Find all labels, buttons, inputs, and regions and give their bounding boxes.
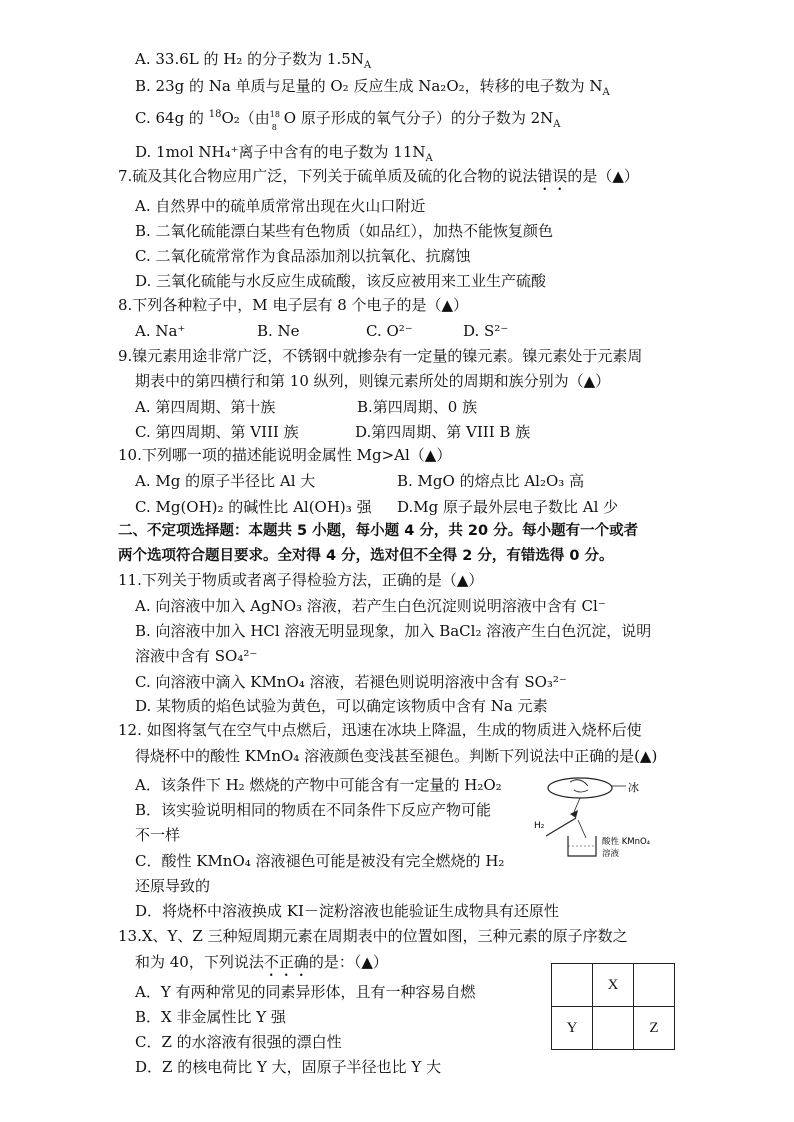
- table-cell: X: [593, 964, 634, 1007]
- q13-stem-2: 和为 40，下列说法不正确的是：（▲）: [135, 953, 388, 971]
- q9-stem-2: 期表中的第四横行和第 10 纵列，则镍元素所处的周期和族分别为（▲）: [135, 372, 611, 390]
- table-cell: Z: [634, 1007, 675, 1050]
- ice-label: 冰: [628, 781, 639, 794]
- section-heading-1: 二、不定项选择题：本题共 5 小题，每小题 4 分，共 20 分。每小题有一个或者: [118, 523, 639, 539]
- q8-option-a: A. Na⁺: [135, 322, 186, 340]
- table-cell: [552, 964, 593, 1007]
- q12-option-d: D．将烧杯中溶液换成 KI－淀粉溶液也能验证生成物具有还原性: [135, 902, 559, 920]
- q8-option-d: D. S²⁻: [463, 322, 509, 340]
- q11-option-b-1: B. 向溶液中加入 HCl 溶液无明显现象，加入 BaCl₂ 溶液产生白色沉淀，说明: [135, 622, 652, 640]
- q7-option-a: A. 自然界中的硫单质常常出现在火山口附近: [135, 197, 426, 215]
- q8-option-c: C. O²⁻: [366, 322, 413, 340]
- q7-option-d: D. 三氧化硫能与水反应生成硫酸，该反应被用来工业生产硫酸: [135, 272, 547, 290]
- q9-stem-1: 9.镍元素用途非常广泛，不锈钢中就掺杂有一定量的镍元素。镍元素处于元素周: [118, 347, 643, 365]
- q13-option-a: A．Y 有两种常见的同素异形体，且有一种容易自燃: [135, 983, 476, 1001]
- q10-option-a: A. Mg 的原子半径比 Al 大: [135, 472, 316, 490]
- q7-option-b: B. 二氧化硫能漂白某些有色物质（如品红），加热不能恢复颜色: [135, 222, 554, 240]
- periodic-position-table: [551, 963, 675, 1050]
- section-heading-2: 两个选项符合题目要求。全对得 4 分，选对但不全得 2 分，有错选得 0 分。: [118, 548, 614, 564]
- q6-option-b: B. 23g 的 Na 单质与足量的 O₂ 反应生成 Na₂O₂，转移的电子数为 $N_A$: [135, 77, 610, 98]
- table-cell: Y: [552, 1007, 593, 1050]
- q9-option-a: A. 第四周期、第十族: [135, 398, 276, 416]
- q11-stem: 11.下列关于物质或者离子得检验方法，正确的是（▲）: [118, 571, 484, 589]
- q13-option-c: C．Z 的水溶液有很强的漂白性: [135, 1033, 342, 1051]
- q11-option-c: C. 向溶液中滴入 KMnO₄ 溶液，若褪色则说明溶液中含有 SO₃²⁻: [135, 673, 567, 691]
- q13-option-b: B．X 非金属性比 Y 强: [135, 1008, 286, 1026]
- q7-stem: 7.硫及其化合物应用广泛，下列关于硫单质及硫的化合物的说法错误的是（▲）: [118, 167, 639, 185]
- q12-stem-2: 得烧杯中的酸性 KMnO₄ 溶液颜色变浅甚至褪色。判断下列说法中正确的是(▲): [135, 747, 658, 765]
- q6-option-d: D. 1mol NH₄⁺离子中含有的电子数为 $11N_A$: [135, 143, 433, 164]
- q6-option-a: A. 33.6L 的 H₂ 的分子数为 $1.5N_A$: [135, 50, 372, 71]
- q11-option-b-2: 溶液中含有 SO₄²⁻: [135, 647, 258, 665]
- table-cell: [634, 964, 675, 1007]
- q13-stem-1: 13.X、Y、Z 三种短周期元素在周期表中的位置如图，三种元素的原子序数之: [118, 927, 628, 945]
- q11-option-d: D. 某物质的焰色试验为黄色，可以确定该物质中含有 Na 元素: [135, 697, 548, 715]
- q8-stem: 8.下列各种粒子中，M 电子层有 8 个电子的是（▲）: [118, 296, 469, 314]
- apparatus-figure: [530, 772, 670, 862]
- nuclide-notation: 18 8: [269, 110, 280, 132]
- solution-label-1: 酸性 KMnO₄: [602, 837, 651, 847]
- q10-option-c: C. Mg(OH)₂ 的碱性比 Al(OH)₃ 强: [135, 498, 372, 516]
- q10-option-d: D.Mg 原子最外层电子数比 Al 少: [397, 498, 619, 516]
- q7-option-c: C. 二氧化硫常常作为食品添加剂以抗氧化、抗腐蚀: [135, 247, 471, 265]
- q12-stem-1: 12. 如图将氢气在空气中点燃后，迅速在冰块上降温，生成的物质进入烧杯后使: [118, 721, 642, 739]
- q12-option-c-1: C．酸性 KMnO₄ 溶液褪色可能是被没有完全燃烧的 H₂: [135, 852, 505, 870]
- q9-option-b: B.第四周期、0 族: [357, 398, 478, 416]
- solution-label-2: 溶液: [602, 849, 620, 859]
- h2-label: H₂: [534, 821, 545, 831]
- q12-option-b-2: 不一样: [135, 826, 181, 844]
- q10-stem: 10.下列哪一项的描述能说明金属性 Mg>Al（▲）: [118, 446, 452, 464]
- q6-option-c: C. 64g 的 $^{18}$O₂（由 18 8 O 原子形成的氧气分子）的分子数为 $2N_A$: [135, 109, 561, 132]
- ice-block: [548, 778, 612, 798]
- table-cell: [593, 1007, 634, 1050]
- table-row: [552, 964, 675, 1007]
- q9-option-d: D.第四周期、第 VIII B 族: [355, 423, 531, 441]
- q13-option-d: D．Z 的核电荷比 Y 大，固原子半径也比 Y 大: [135, 1058, 442, 1076]
- q12-option-c-2: 还原导致的: [135, 877, 211, 895]
- q10-option-b: B. MgO 的熔点比 Al₂O₃ 高: [397, 472, 585, 490]
- q12-option-b-1: B．该实验说明相同的物质在不同条件下反应产物可能: [135, 801, 492, 819]
- q9-option-c: C. 第四周期、第 VIII 族: [135, 423, 299, 441]
- table-row: [552, 1007, 675, 1050]
- q11-option-a: A. 向溶液中加入 AgNO₃ 溶液，若产生白色沉淀则说明溶液中含有 Cl⁻: [135, 597, 606, 615]
- q12-option-a: A．该条件下 H₂ 燃烧的产物中可能含有一定量的 H₂O₂: [135, 776, 502, 794]
- q8-option-b: B. Ne: [257, 322, 300, 340]
